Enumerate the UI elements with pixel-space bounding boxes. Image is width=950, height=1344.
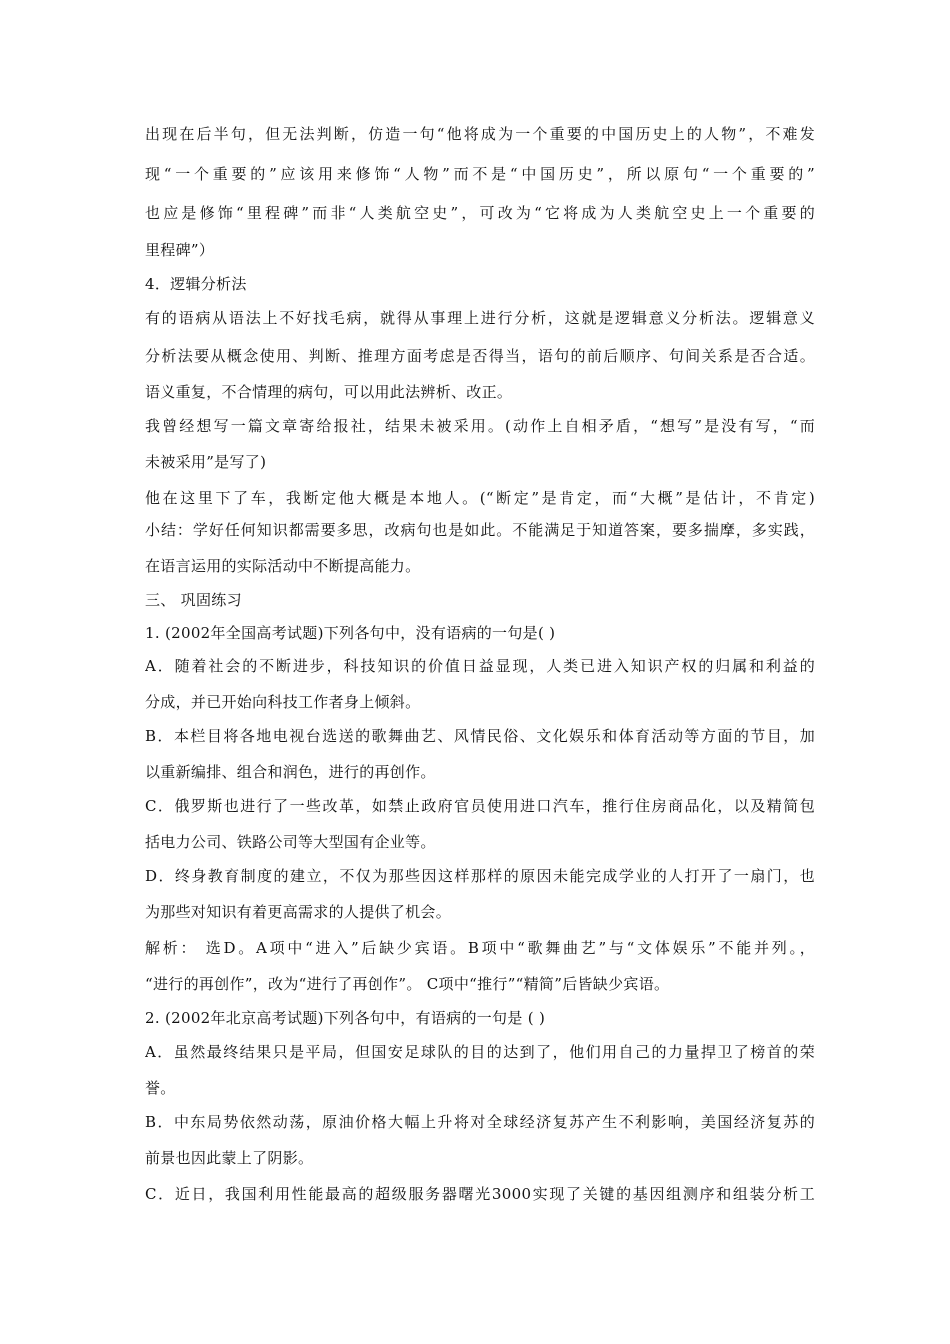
text-line: 也应是修饰“里程碑”而非“人类航空史”，可改为“它将成为人类航空史上一个重要的 bbox=[145, 204, 815, 222]
text-line: 出现在后半句，但无法判断，仿造一句“他将成为一个重要的中国历史上的人物”，不难发 bbox=[145, 125, 815, 143]
option-line: 括电力公司、铁路公司等大型国有企业等。 bbox=[145, 833, 436, 851]
question-stem: 1. (2002年全国高考试题)下列各句中，没有语病的一句是( ) bbox=[145, 624, 556, 642]
text-line: 未被采用”是写了) bbox=[145, 453, 267, 471]
text-line: 现“一个重要的”应该用来修饰“人物”而不是“中国历史”，所以原句“一个重要的” bbox=[145, 165, 815, 183]
option-line: 前景也因此蒙上了阴影。 bbox=[145, 1149, 314, 1167]
option-line: 分成，并已开始向科技工作者身上倾斜。 bbox=[145, 693, 421, 711]
analysis-line: “进行的再创作”，改为“进行了再创作”。 C项中“推行”“精简”后皆缺少宾语。 bbox=[145, 975, 670, 993]
option-line: 为那些对知识有着更高需求的人提供了机会。 bbox=[145, 903, 452, 921]
option-line: C．俄罗斯也进行了一些改革，如禁止政府官员使用进口汽车，推行住房商品化，以及精简包 bbox=[145, 797, 815, 815]
option-line: A．随着社会的不断进步，科技知识的价值日益显现，人类已进入知识产权的归属和利益的 bbox=[145, 657, 815, 675]
option-line: A．虽然最终结果只是平局，但国安足球队的目的达到了，他们用自己的力量捍卫了榜首的荣 bbox=[145, 1043, 815, 1061]
option-line: B．中东局势依然动荡，原油价格大幅上升将对全球经济复苏产生不利影响，美国经济复苏的 bbox=[145, 1113, 815, 1131]
text-line: 分析法要从概念使用、判断、推理方面考虑是否得当，语句的前后顺序、句间关系是否合适。 bbox=[145, 347, 815, 365]
question-stem: 2. (2002年北京高考试题)下列各句中，有语病的一句是 ( ) bbox=[145, 1009, 546, 1027]
option-line: B．本栏目将各地电视台选送的歌舞曲艺、风情民俗、文化娱乐和体育活动等方面的节目，加 bbox=[145, 727, 815, 745]
text-line: 他在这里下了车，我断定他大概是本地人。(“断定”是肯定，而“大概”是估计，不肯定) bbox=[145, 489, 815, 507]
text-line: 语义重复，不合情理的病句，可以用此法辨析、改正。 bbox=[145, 383, 513, 401]
text-line: 有的语病从语法上不好找毛病，就得从事理上进行分析，这就是逻辑意义分析法。逻辑意义 bbox=[145, 309, 815, 327]
section-heading: 4．逻辑分析法 bbox=[145, 275, 247, 293]
option-line: D．终身教育制度的建立，不仅为那些因这样那样的原因未能完成学业的人打开了一扇门，也 bbox=[145, 867, 815, 885]
text-line: 小结：学好任何知识都需要多思，改病句也是如此。不能满足于知道答案，要多揣摩，多实践， bbox=[145, 521, 815, 539]
option-line: 以重新编排、组合和润色，进行的再创作。 bbox=[145, 763, 436, 781]
option-line: 誉。 bbox=[145, 1079, 176, 1097]
text-line: 里程碑”） bbox=[145, 241, 215, 259]
section-heading: 三、 巩固练习 bbox=[145, 591, 242, 609]
text-line: 在语言运用的实际活动中不断提高能力。 bbox=[145, 557, 421, 575]
option-line: C．近日，我国利用性能最高的超级服务器曙光3000实现了关键的基因组测序和组装分析工 bbox=[145, 1185, 815, 1203]
analysis-line: 解析： 选D。A项中“进入”后缺少宾语。B项中“歌舞曲艺”与“文体娱乐”不能并列。， bbox=[145, 939, 815, 957]
text-line: 我曾经想写一篇文章寄给报社，结果未被采用。(动作上自相矛盾，“想写”是没有写，“而 bbox=[145, 417, 815, 435]
